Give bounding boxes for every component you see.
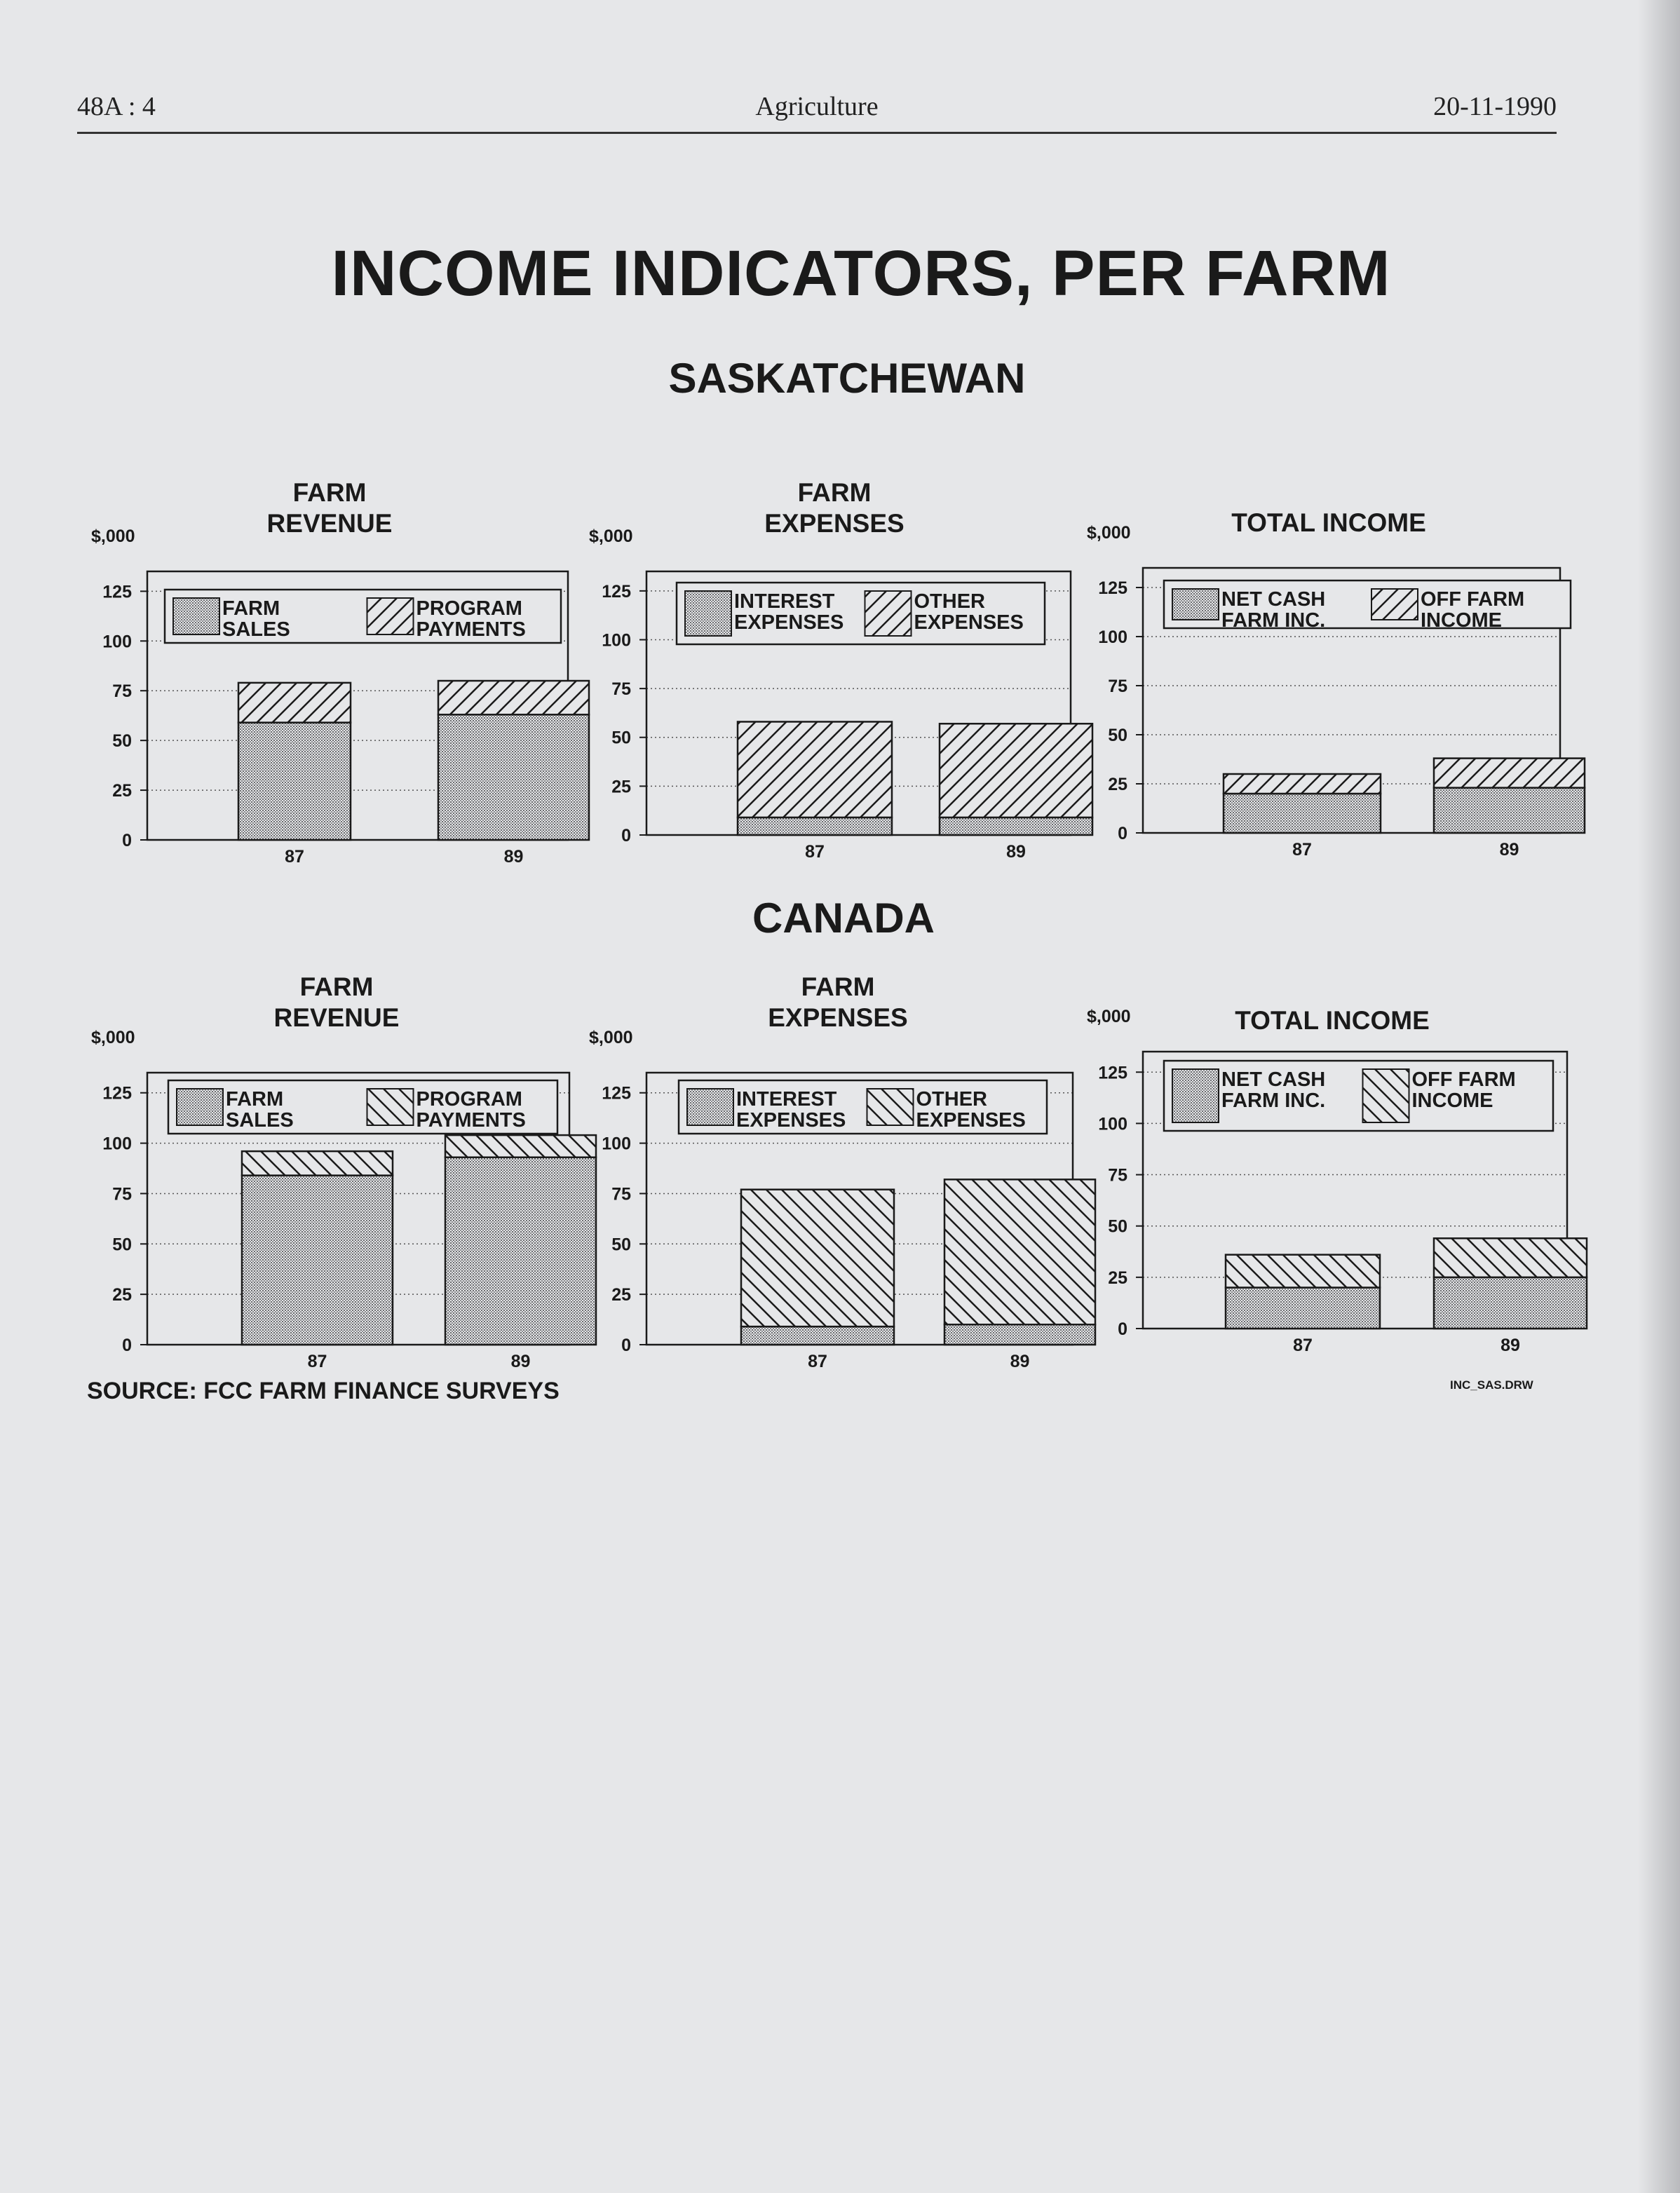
legend-label-1: OTHER	[914, 590, 985, 613]
bar-87-series-1	[238, 683, 351, 723]
bar-89-series-1	[1434, 1238, 1587, 1277]
y-tick-label: 25	[112, 1285, 132, 1305]
legend-label-0: EXPENSES	[734, 611, 844, 634]
legend-label-0: EXPENSES	[736, 1109, 846, 1132]
legend-label-1: INCOME	[1421, 609, 1502, 632]
bar-89-series-1	[1434, 759, 1585, 788]
sask-total-income-chart	[1087, 484, 1564, 860]
y-tick-label: 125	[602, 1083, 631, 1104]
y-axis-label: $,000	[91, 527, 135, 546]
bar-89-series-1	[438, 681, 589, 714]
y-tick-label: 50	[611, 1235, 631, 1255]
bar-87-series-0	[741, 1326, 894, 1345]
legend-swatch-1	[367, 1089, 414, 1125]
bar-87-series-0	[238, 723, 351, 840]
canada-farm-expenses-chart	[589, 972, 1080, 1371]
bar-89-series-0	[944, 1324, 1095, 1345]
y-tick-label: 0	[1118, 1319, 1127, 1339]
bar-87-series-1	[1224, 774, 1381, 794]
chart-title-line: FARM	[299, 972, 374, 1001]
bar-87-series-1	[741, 1190, 894, 1326]
bar-87-series-1	[242, 1151, 393, 1175]
legend-label-1: OFF FARM	[1421, 588, 1525, 611]
y-tick-label: 125	[102, 582, 132, 602]
y-tick-label: 25	[1108, 1268, 1127, 1288]
source-note: SOURCE: FCC FARM FINANCE SURVEYS	[87, 1378, 560, 1404]
chart-title-line: FARM	[801, 972, 875, 1001]
legend-swatch-1	[367, 598, 414, 634]
page-number: 48A : 4	[77, 92, 156, 121]
legend-label-0: FARM INC.	[1221, 1089, 1326, 1112]
legend-label-1: EXPENSES	[914, 611, 1024, 634]
bar-89-series-0	[1434, 1277, 1587, 1329]
y-tick-label: 25	[1108, 775, 1127, 794]
saskatchewan-heading: SASKATCHEWAN	[668, 355, 1026, 402]
legend-label-0: NET CASH	[1221, 588, 1326, 611]
x-tick-label: 89	[1499, 840, 1519, 860]
y-tick-label: 125	[602, 581, 631, 602]
bar-89-series-0	[445, 1157, 596, 1345]
file-label: INC_SAS.DRW	[1450, 1378, 1533, 1392]
chart-title-line: TOTAL INCOME	[1231, 508, 1426, 537]
legend-label-0: SALES	[222, 618, 290, 641]
y-tick-label: 0	[122, 831, 132, 850]
bar-89-series-0	[1434, 788, 1585, 833]
legend-label-1: OTHER	[916, 1088, 987, 1111]
y-tick-label: 75	[611, 679, 631, 700]
legend-label-0: SALES	[226, 1109, 294, 1132]
legend-label-1: OFF FARM	[1411, 1068, 1516, 1091]
chart-title-line: EXPENSES	[768, 1003, 908, 1032]
section-name: Agriculture	[755, 92, 879, 121]
legend-label-0: INTEREST	[736, 1088, 837, 1111]
x-tick-label: 89	[1501, 1336, 1520, 1355]
legend-label-0: INTEREST	[734, 590, 835, 613]
legend-swatch-0	[173, 598, 219, 634]
y-axis-label: $,000	[1087, 523, 1131, 543]
y-tick-label: 75	[1108, 1165, 1127, 1186]
y-tick-label: 25	[112, 781, 132, 801]
y-tick-label: 0	[621, 1336, 631, 1355]
y-tick-label: 50	[1108, 726, 1127, 745]
y-tick-label: 100	[1098, 1114, 1127, 1134]
legend-swatch-1	[1371, 589, 1418, 620]
chart-title-line: TOTAL INCOME	[1235, 1006, 1430, 1035]
x-tick-label: 89	[1006, 842, 1026, 862]
legend-swatch-1	[867, 1089, 914, 1125]
legend-label-1: PAYMENTS	[416, 1109, 526, 1132]
legend-label-0: FARM	[226, 1088, 284, 1111]
x-tick-label: 89	[510, 1352, 531, 1371]
y-tick-label: 125	[1098, 1063, 1127, 1083]
y-tick-label: 75	[112, 681, 132, 702]
x-tick-label: 87	[307, 1352, 327, 1371]
y-tick-label: 100	[102, 1134, 132, 1154]
y-tick-label: 100	[102, 632, 132, 652]
y-tick-label: 0	[1118, 824, 1127, 843]
y-tick-label: 0	[621, 826, 631, 846]
chart-title-line: FARM	[797, 478, 872, 507]
y-tick-label: 125	[102, 1083, 132, 1104]
x-tick-label: 87	[285, 847, 304, 867]
main-title: INCOME INDICATORS, PER FARM	[331, 238, 1391, 309]
legend-swatch-0	[177, 1089, 223, 1125]
legend-label-1: PROGRAM	[416, 597, 522, 620]
legend-label-1: INCOME	[1411, 1089, 1493, 1112]
sask-farm-expenses-chart	[589, 478, 1080, 862]
x-tick-label: 87	[808, 1352, 827, 1371]
y-tick-label: 75	[112, 1184, 132, 1204]
legend-label-1: PAYMENTS	[416, 618, 526, 641]
bar-87-series-0	[1226, 1287, 1380, 1329]
y-tick-label: 75	[611, 1184, 631, 1204]
bar-87-series-0	[738, 817, 892, 835]
y-tick-label: 125	[1098, 578, 1127, 598]
bar-89-series-0	[940, 817, 1092, 835]
legend-swatch-1	[1363, 1069, 1409, 1122]
legend-swatch-0	[687, 1089, 733, 1125]
bar-89-series-1	[940, 724, 1092, 817]
y-tick-label: 0	[122, 1336, 132, 1355]
legend-swatch-0	[1172, 1069, 1219, 1122]
chart-title-line: FARM	[292, 478, 367, 507]
bar-89-series-1	[445, 1135, 596, 1157]
legend-swatch-0	[685, 591, 731, 636]
y-axis-label: $,000	[91, 1028, 135, 1047]
x-tick-label: 87	[1292, 840, 1312, 860]
bar-87-series-1	[738, 721, 892, 817]
legend-label-0: NET CASH	[1221, 1068, 1326, 1091]
y-tick-label: 100	[1098, 627, 1127, 647]
x-tick-label: 89	[503, 847, 524, 867]
y-tick-label: 75	[1108, 677, 1127, 696]
y-tick-label: 100	[602, 1134, 631, 1154]
x-tick-label: 87	[805, 842, 825, 862]
legend-label-0: FARM INC.	[1221, 609, 1326, 632]
y-tick-label: 50	[1108, 1216, 1127, 1237]
legend-label-0: FARM	[222, 597, 280, 620]
legend-swatch-0	[1172, 589, 1219, 620]
y-tick-label: 25	[611, 1285, 631, 1305]
sask-farm-revenue-chart	[91, 478, 575, 867]
legend-swatch-1	[865, 591, 912, 636]
page-header	[77, 90, 1557, 134]
y-tick-label: 50	[112, 731, 132, 752]
canada-farm-revenue-chart	[91, 972, 575, 1371]
legend-label-1: EXPENSES	[916, 1109, 1026, 1132]
bar-87-series-0	[1224, 794, 1381, 833]
y-tick-label: 25	[611, 777, 631, 797]
page-date: 20-11-1990	[1433, 92, 1557, 121]
x-tick-label: 89	[1010, 1352, 1030, 1371]
y-tick-label: 50	[611, 728, 631, 748]
page-edge-shadow	[1638, 0, 1680, 2193]
y-axis-label: $,000	[1087, 1007, 1131, 1026]
bar-87-series-0	[242, 1176, 393, 1345]
legend-label-1: PROGRAM	[416, 1088, 522, 1111]
canada-total-income-chart	[1087, 982, 1571, 1355]
bar-89-series-1	[944, 1179, 1095, 1324]
chart-title-line: EXPENSES	[764, 509, 905, 538]
bar-87-series-1	[1226, 1255, 1380, 1288]
bar-89-series-0	[438, 714, 589, 840]
y-axis-label: $,000	[589, 1028, 633, 1047]
chart-title-line: REVENUE	[266, 509, 393, 538]
chart-title-line: REVENUE	[273, 1003, 400, 1032]
x-tick-label: 87	[1293, 1336, 1313, 1355]
y-axis-label: $,000	[589, 527, 633, 546]
y-tick-label: 50	[112, 1235, 132, 1255]
canada-heading: CANADA	[752, 895, 935, 942]
y-tick-label: 100	[602, 630, 631, 651]
